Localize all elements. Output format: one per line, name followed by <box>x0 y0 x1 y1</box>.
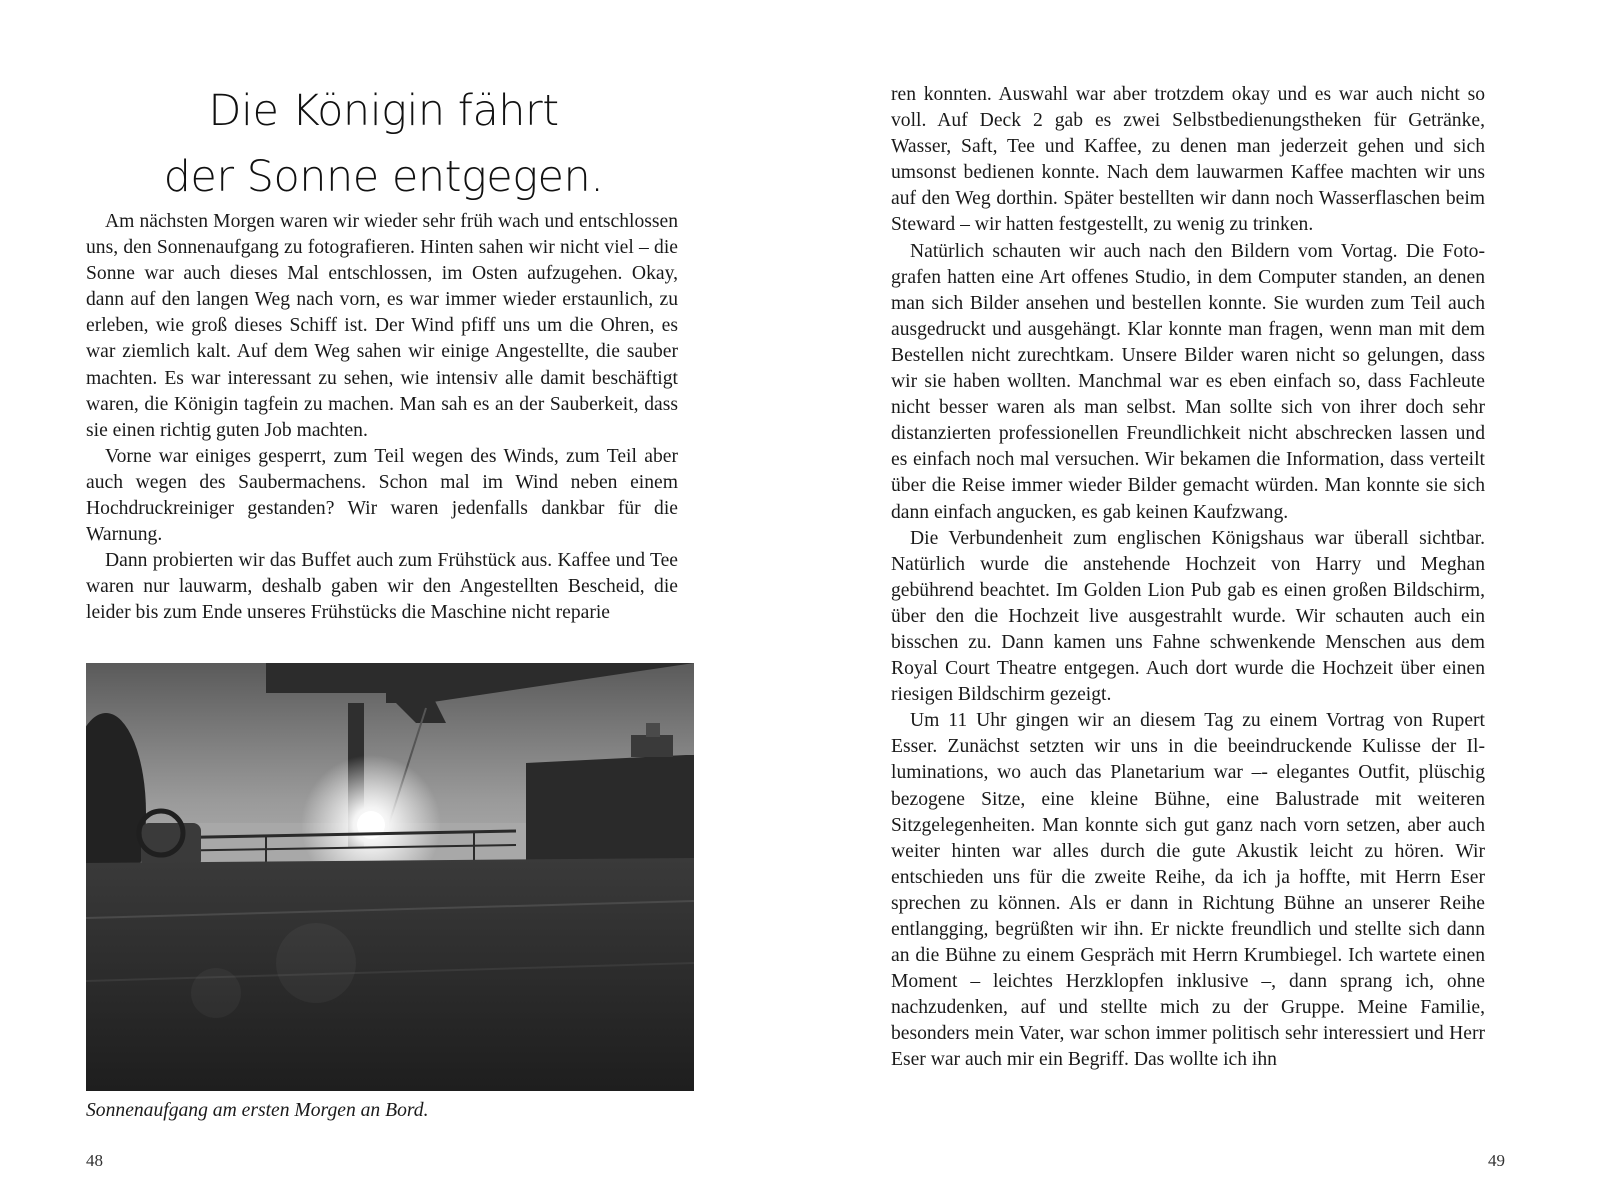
left-body-text <box>86 209 678 627</box>
paragraph: Am nächsten Morgen waren wir wieder sehr früh wach und entschlossen uns, den Sonnenaufgang zu fotografieren. Hinten sahen wir nicht viel – die Sonne war auch dieses Mal entschlossen, im Osten aufzugehen. Okay, dann auf den langen Weg nach vorn, es war immer wieder erstaunlich, zu erleben, wie groß dieses Schiff ist. Der Wind pfiff uns um die Ohren, es war ziemlich kalt. Auf dem Weg sahen wir einige Angestellte, die sauber machten. Es war interessant zu sehen, wie intensiv alle damit beschäftigt waren, die Königin tagfein zu machen. Man sah es an der Sauberkeit, dass sie einen richtig guten Job machten. <box>86 211 678 441</box>
paragraph: Dann probierten wir das Buffet auch zum Frühstück aus. Kaffee und Tee waren nur lauwarm, deshalb gaben wir den Angestellten Bescheid, die leider bis zum Ende unseres Frühstücks die Maschine nicht reparie <box>86 550 678 624</box>
paragraph: Vorne war einiges gesperrt, zum Teil wegen des Winds, zum Teil aber auch wegen des Saubermachens. Schon mal im Wind neben einem Hochdruckreiniger gestanden? Wir waren jedenfalls dankbar für die Warnung. <box>86 445 678 546</box>
paragraph: Natürlich schauten wir auch nach den Bildern vom Vortag. Die Fotografen hatten eine Art offenes Studio, in dem Computer standen, an denen man sich Bilder ansehen und bestellen konnte. Sie wurden zum Teil auch ausgedruckt und ausgehängt. Klar konnte man fragen, wenn man mit dem Bestellen nicht zurechtkam. Unsere Bilder waren nicht so gelungen, dass wir sie haben wollten. Manchmal war es eben einfach so, dass Fachleute nicht besser waren als man selbst. Man sollte sich von ihrer doch sehr distanzierten professionellen Freundlichkeit nicht abschrecken lassen und es einfach noch mal versuchen. Wir bekamen die Information, dass verteilt über die Reise immer wieder Bilder gemacht würden. Man konnte sie sich dann einfach angucken, es gab keinen Kaufzwang. <box>891 240 1485 523</box>
page-number-right: 49 <box>1488 1151 1505 1170</box>
paragraph: Um 11 Uhr gingen wir an diesem Tag zu einem Vortrag von Rupert Esser. Zunächst setzten wir uns in die beeindruckende Kulisse der Illuminations, wo auch das Planetarium war –- elegantes Outfit, plüschig bezogene Sitze, eine kleine Bühne, eine Balustrade mit weiteren Sitzgelegenheiten. Man konnte sich gut ganz nach vorn setzen, aber auch weiter hinten war alles durch die gute Akustik leicht zu hören. Wir entschieden uns für die zweite Reihe, da ich ja hoffte, mit Herrn Eser sprechen zu können. Als er dann in Richtung Bühne an unserer Reihe entlangging, begrüßten wir ihn. Er nickte freundlich und stellte sich dann an die Bühne zu einem Gespräch mit Herrn Krumbiegel. Ich wartete einen Moment – leichtes Herzklopfen inklusive –, dann sprang ich, ohne nachzudenken, auf und stellte mich zu der Gruppe. Meine Familie, besonders mein Vater, war schon immer politisch sehr interessiert und Herr Eser war auch mir ein Begriff. Das wollte ich ihn <box>891 710 1485 1071</box>
paragraph: Die Verbundenheit zum englischen Königshaus war überall sichtbar. Natürlich wurde die anstehende Hochzeit von Harry und Meghan gebührend beachtet. Im Golden Lion Pub gab es einen großen Bildschirm, über den die Hochzeit live ausgestrahlt wurde. Wir schauten auch ein bisschen zu. Dann kamen uns Fahne schwenkende Menschen aus dem Royal Court Theatre entgegen. Auch dort wurde die Hochzeit über einen riesigen Bildschirm gezeigt. <box>891 527 1485 706</box>
paragraph: ren konnten. Auswahl war aber trotzdem okay und es war auch nicht so voll. Auf Deck 2 gab es zwei Selbstbedienungstheken für Getränke, Wasser, Saft, Tee und Kaffee, zu denen man jederzeit gehen und sich umsonst bedienen konnte. Nach dem lauwarmen Kaffee machten wir uns auf den Weg dorthin. Später bestellten wir dann noch Wasserflaschen beim Steward – wir hatten festgestellt, zu wenig zu trinken. <box>891 84 1485 236</box>
chapter-title-line-1: Die Königin fährt <box>208 86 559 136</box>
chapter-title-line-2: der Sonne entgegen. <box>163 152 604 202</box>
sunrise-photo <box>86 663 694 1091</box>
chapter-title <box>86 78 681 210</box>
right-body-text <box>891 82 1485 1074</box>
page-number-left: 48 <box>86 1151 103 1170</box>
photo-caption: Sonnenaufgang am ersten Morgen an Bord. <box>86 1100 429 1121</box>
right-page <box>800 0 1600 1202</box>
